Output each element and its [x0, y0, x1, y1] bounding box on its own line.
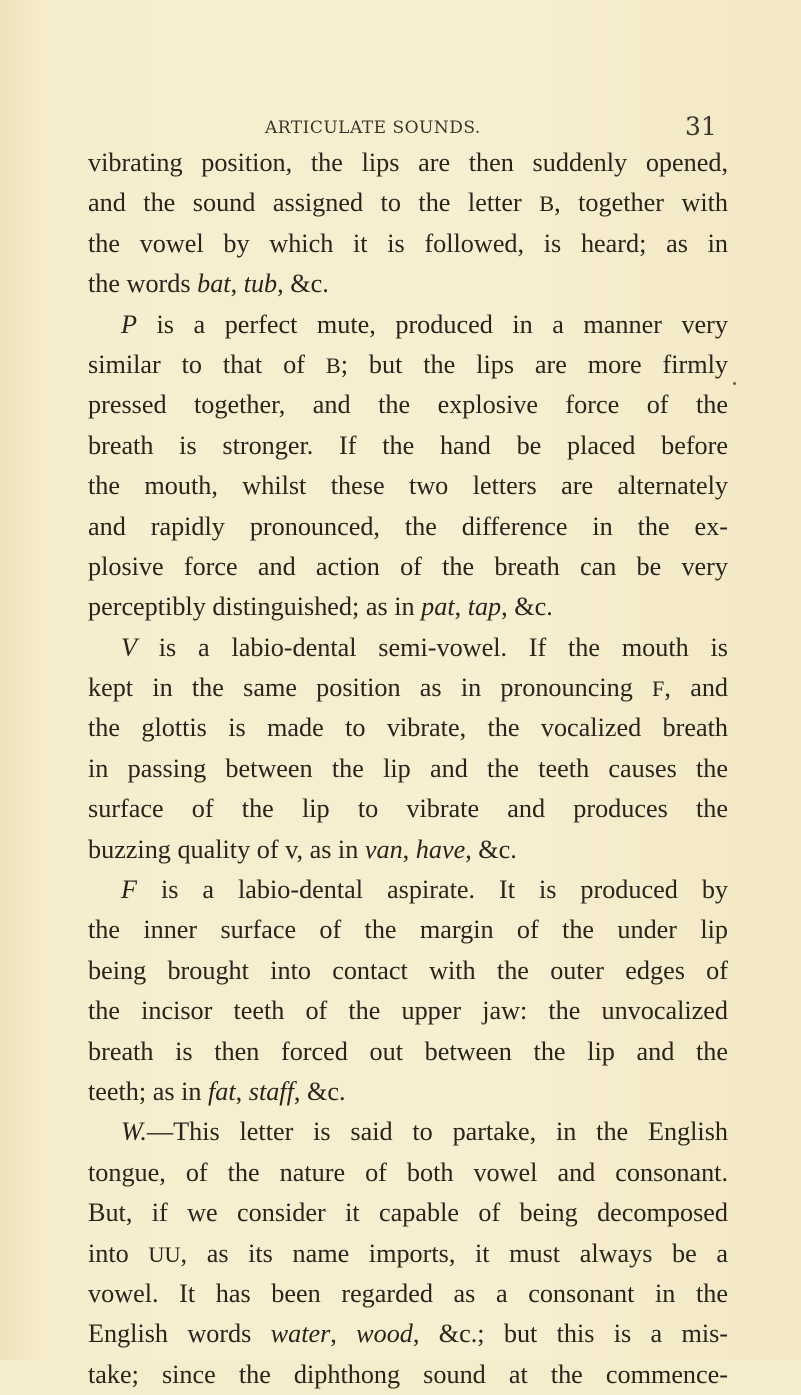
text-line: kept in the same position as in pronouncing F, and: [88, 673, 729, 703]
text-line: teeth; as in fat, staff, &c.: [88, 1076, 346, 1106]
text-line: into UU, as its name imports, it must always be a: [88, 1238, 728, 1268]
text-line: breath is then forced out between the lip and the: [88, 1036, 728, 1066]
text-line: the inner surface of the margin of the under lip: [88, 915, 728, 945]
text-line: V is a labio-dental semi-vowel. If the mouth is: [121, 632, 728, 662]
running-title: ARTICULATE SOUNDS.: [265, 118, 481, 138]
text-line: perceptibly distinguished; as in pat, tap, &c.: [88, 592, 553, 622]
text-line: W.—This letter is said to partake, in the English: [121, 1117, 728, 1147]
text-line: pressed together, and the explosive force of the: [88, 390, 728, 420]
text-line: similar to that of B; but the lips are more firmly: [88, 349, 728, 379]
text-line: P is a perfect mute, produced in a manner very: [121, 309, 728, 339]
text-line: the words bat, tub, &c.: [88, 269, 329, 299]
text-line: the glottis is made to vibrate, the vocalized breath: [88, 713, 728, 743]
text-line: take; since the diphthong sound at the commence-: [88, 1359, 728, 1389]
text-line: vibrating position, the lips are then suddenly opened,: [88, 148, 728, 177]
text-line: in passing between the lip and the teeth causes the: [88, 753, 728, 783]
text-line: the incisor teeth of the upper jaw: the unvocalized: [88, 996, 728, 1026]
text-line: surface of the lip to vibrate and produces the: [88, 794, 728, 824]
text-line: breath is stronger. If the hand be placed before: [88, 430, 728, 460]
text-line: tongue, of the nature of both vowel and consonant.: [88, 1157, 728, 1187]
body-text: [88, 143, 728, 1395]
page-number: 31: [685, 112, 717, 141]
page-header: [0, 112, 801, 146]
text-line: vowel. It has been regarded as a consonant in the: [88, 1278, 728, 1308]
text-line: English words water, wood, &c.; but this is a mis-: [88, 1319, 729, 1349]
text-line: plosive force and action of the breath can be very: [88, 551, 728, 581]
ink-speck: [733, 382, 736, 385]
text-line: and the sound assigned to the letter B, together with: [88, 188, 729, 218]
text-line: F is a labio-dental aspirate. It is produced by: [121, 875, 728, 905]
text-line: the mouth, whilst these two letters are alternately: [88, 471, 728, 501]
text-line: But, if we consider it capable of being decomposed: [88, 1198, 728, 1228]
text-line: and rapidly pronounced, the difference in the ex-: [88, 511, 728, 541]
text-line: being brought into contact with the outer edges of: [88, 955, 728, 985]
text-line: the vowel by which it is followed, is heard; as in: [88, 228, 728, 258]
text-line: buzzing quality of v, as in van, have, &c.: [88, 834, 517, 864]
